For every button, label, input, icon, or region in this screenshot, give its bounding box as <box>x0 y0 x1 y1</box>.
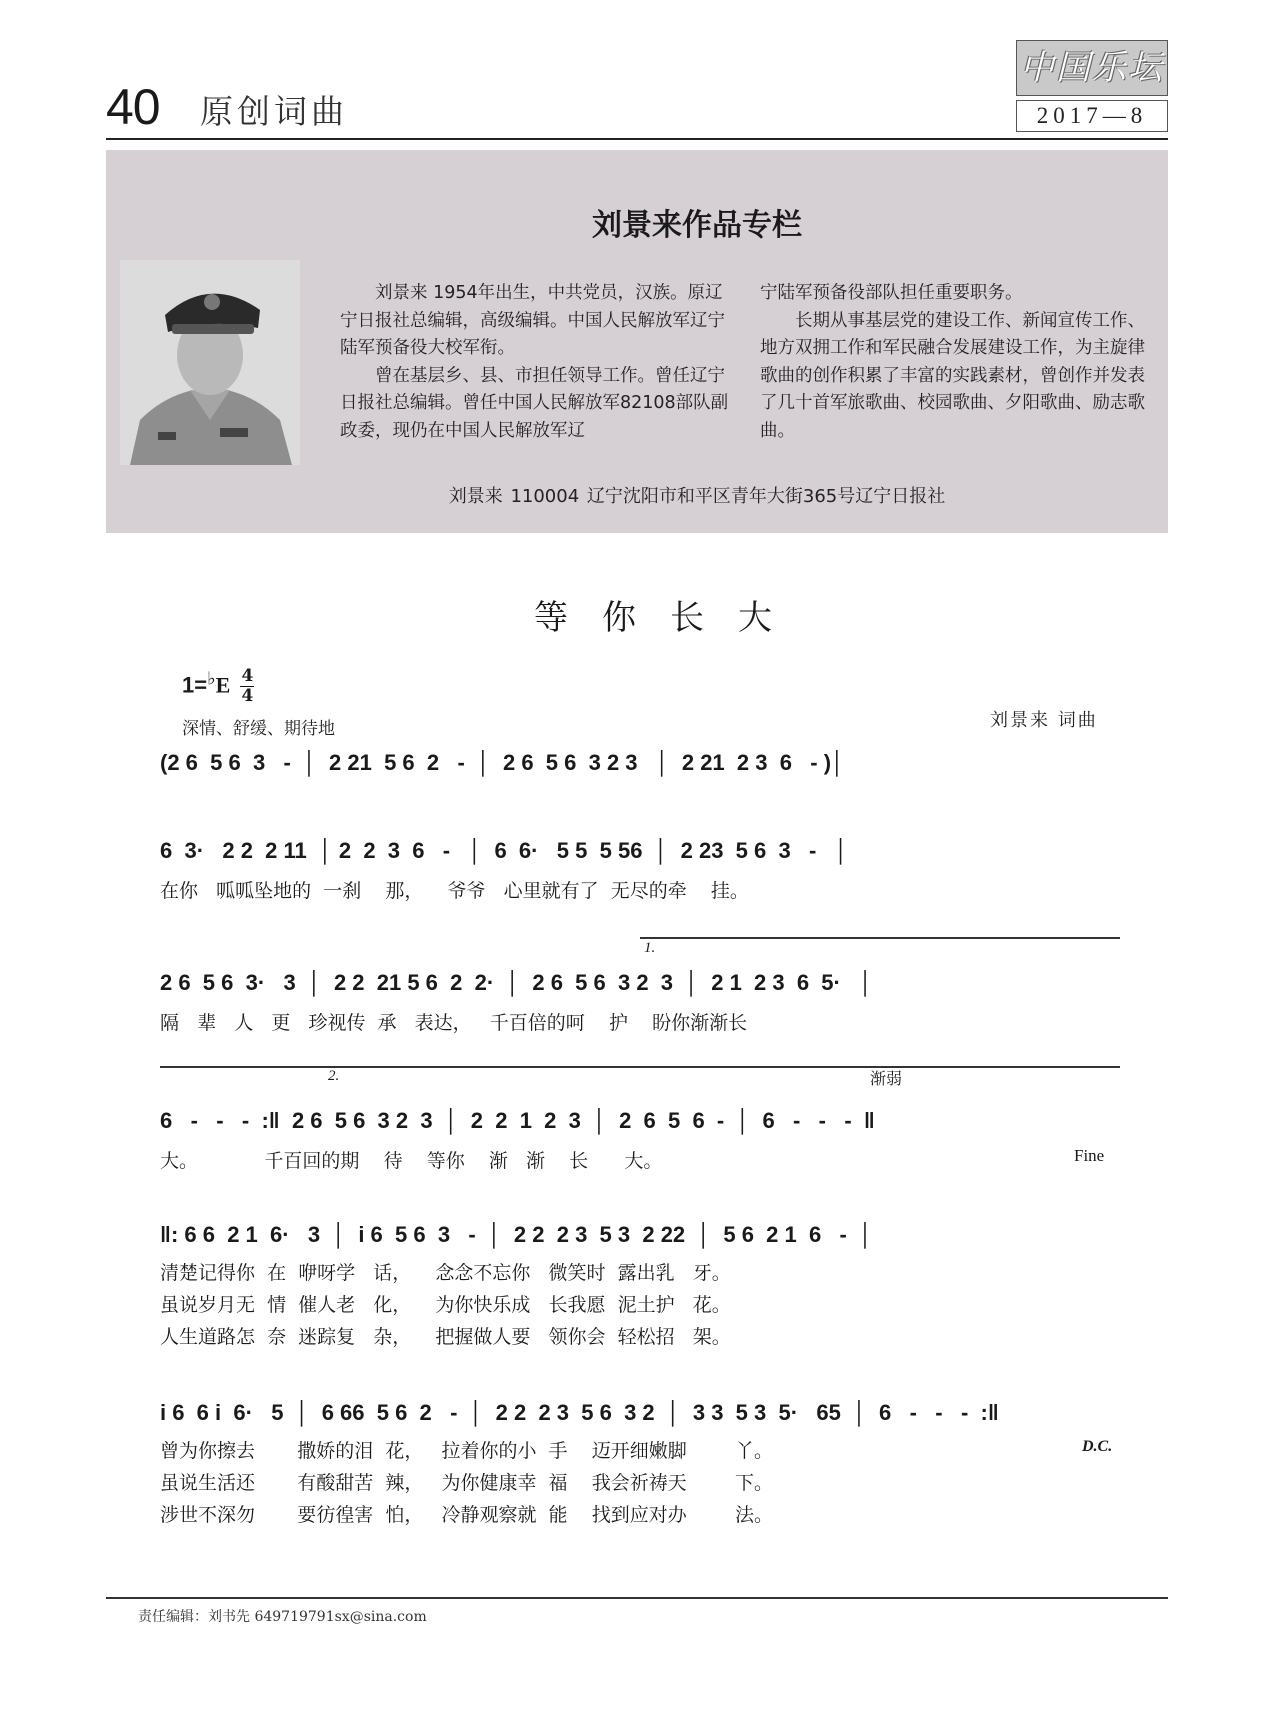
magazine-logo: 中国乐坛 <box>1016 40 1168 96</box>
author-photo <box>120 260 300 465</box>
tempo-marking: 深情、舒缓、期待地 <box>182 719 335 739</box>
lyric-line-verse-1: 曾为你擦去 撒娇的泪 花， 拉着你的小 手 迈开细嫩脚 丫。 <box>160 1440 774 1462</box>
jianpu-notes: 6 - - - :‖ 2 6 5 6 3 2 3 │ 2 2 1 2 3 │ 2 6 5 6 - │ 6 - - - ‖ <box>160 1108 875 1133</box>
jianpu-notes: 2 6 5 6 3· 3 │ 2 2 21 5 6 2 2· │ 2 6 5 6 3 2 3 │ 2 1 2 3 6 5· │ <box>160 970 873 995</box>
bio-title: 刘景来作品专栏 <box>592 208 802 243</box>
lyric-line-verse-2: 虽说生活还 有酸甜苦 辣， 为你健康幸 福 我会祈祷天 下。 <box>160 1472 774 1494</box>
jianpu-notes: ‖: 6 6 2 1 6· 3 │ i 6 5 6 3 - │ 2 2 2 3 5 3 2 22 │ 5 6 2 1 6 - │ <box>160 1222 873 1247</box>
composer-credit: 刘景来 词曲 <box>990 710 1098 731</box>
flat-icon: ♭ <box>207 668 216 689</box>
page-number: 40 <box>106 79 160 135</box>
lyric-line-verse-3: 涉世不深勿 要彷徨害 怕， 冷静观察就 能 找到应对办 法。 <box>160 1504 774 1526</box>
bio-paragraph: 宁陆军预备役部队担任重要职务。 <box>760 283 1023 303</box>
bio-text-column-1 <box>340 280 730 445</box>
lyric-line-verse-3: 人生道路怎 奈 迷踪复 杂， 把握做人要 领你会 轻松招 架。 <box>160 1326 731 1348</box>
lyric-line: 在你 呱呱坠地的 一刹 那， 爷爷 心里就有了 无尽的牵 挂。 <box>160 880 749 902</box>
portrait-image-icon <box>120 260 300 465</box>
lyric-line-verse-1: 清楚记得你 在 咿呀学 话， 念念不忘你 微笑时 露出乳 牙。 <box>160 1262 731 1284</box>
header-divider <box>106 138 1168 140</box>
lyric-line: 隔 辈 人 更 珍视传 承 表达， 千百倍的呵 护 盼你渐渐长 <box>160 1012 748 1034</box>
fine-marking: Fine <box>1074 1146 1105 1165</box>
volta-label-2: 2. <box>328 1068 340 1084</box>
jianpu-notes: 6 3· 2 2 2 11 │ 2 2 3 6 - │ 6 6· 5 5 5 56 │ 2 23 5 6 3 - │ <box>160 838 849 863</box>
key-letter: E <box>215 672 231 698</box>
time-denominator: 4 <box>241 686 254 706</box>
responsible-editor: 责任编辑：刘书先 649719791sx@sina.com <box>138 1609 427 1625</box>
lyric-line-verse-2: 虽说岁月无 情 催人老 化， 为你快乐成 长我愿 泥土护 花。 <box>160 1294 731 1316</box>
footer-divider <box>106 1597 1168 1599</box>
jianpu-notes: (2 6 5 6 3 - │ 2 21 5 6 2 - │ 2 6 5 6 3 2 3 │ 2 21 2 3 6 - )│ <box>160 750 845 775</box>
song-title: 等你长大 <box>534 598 806 638</box>
time-numerator: 4 <box>241 666 254 686</box>
key-signature <box>182 668 254 705</box>
section-title: 原创词曲 <box>200 92 348 131</box>
key-label: 1= <box>182 672 208 698</box>
bio-paragraph: 曾在基层乡、县、市担任领导工作。曾任辽宁日报社总编辑。曾任中国人民解放军82108部队副政委，现仍在中国人民解放军辽 <box>340 365 729 441</box>
bio-text-column-2 <box>760 280 1150 445</box>
volta-bracket-1 <box>640 937 1120 939</box>
author-contact-address: 刘景来 110004 辽宁沈阳市和平区青年大街365号辽宁日报社 <box>448 486 946 507</box>
volta-label-1: 1. <box>644 940 656 956</box>
volta-bracket-2 <box>160 1066 1120 1068</box>
dynamic-marking-diminuendo: 渐弱 <box>870 1069 903 1088</box>
jianpu-notes: i 6 6 i 6· 5 │ 6 66 5 6 2 - │ 2 2 2 3 5 6 3 2 │ 3 3 5 3 5· 65 │ 6 - - - :‖ <box>160 1400 999 1425</box>
author-bio-panel <box>106 150 1168 533</box>
da-capo-marking: D.C. <box>1082 1438 1113 1455</box>
bio-paragraph: 长期从事基层党的建设工作、新闻宣传工作、地方双拥工作和军民融合发展建设工作，为主旋律歌曲的创作积累了丰富的实践素材，曾创作并发表了几十首军旅歌曲、校园歌曲、夕阳歌曲、励志歌曲。 <box>760 310 1145 441</box>
issue-number: 2017—8 <box>1016 100 1168 132</box>
lyric-line: 大。 千百回的期 待 等你 渐 渐 长 大。 <box>160 1150 663 1172</box>
bio-paragraph: 刘景来 1954年出生，中共党员，汉族。原辽宁日报社总编辑，高级编辑。中国人民解放军辽宁陆军预备役大校军衔。 <box>340 283 725 358</box>
time-signature <box>240 668 254 705</box>
